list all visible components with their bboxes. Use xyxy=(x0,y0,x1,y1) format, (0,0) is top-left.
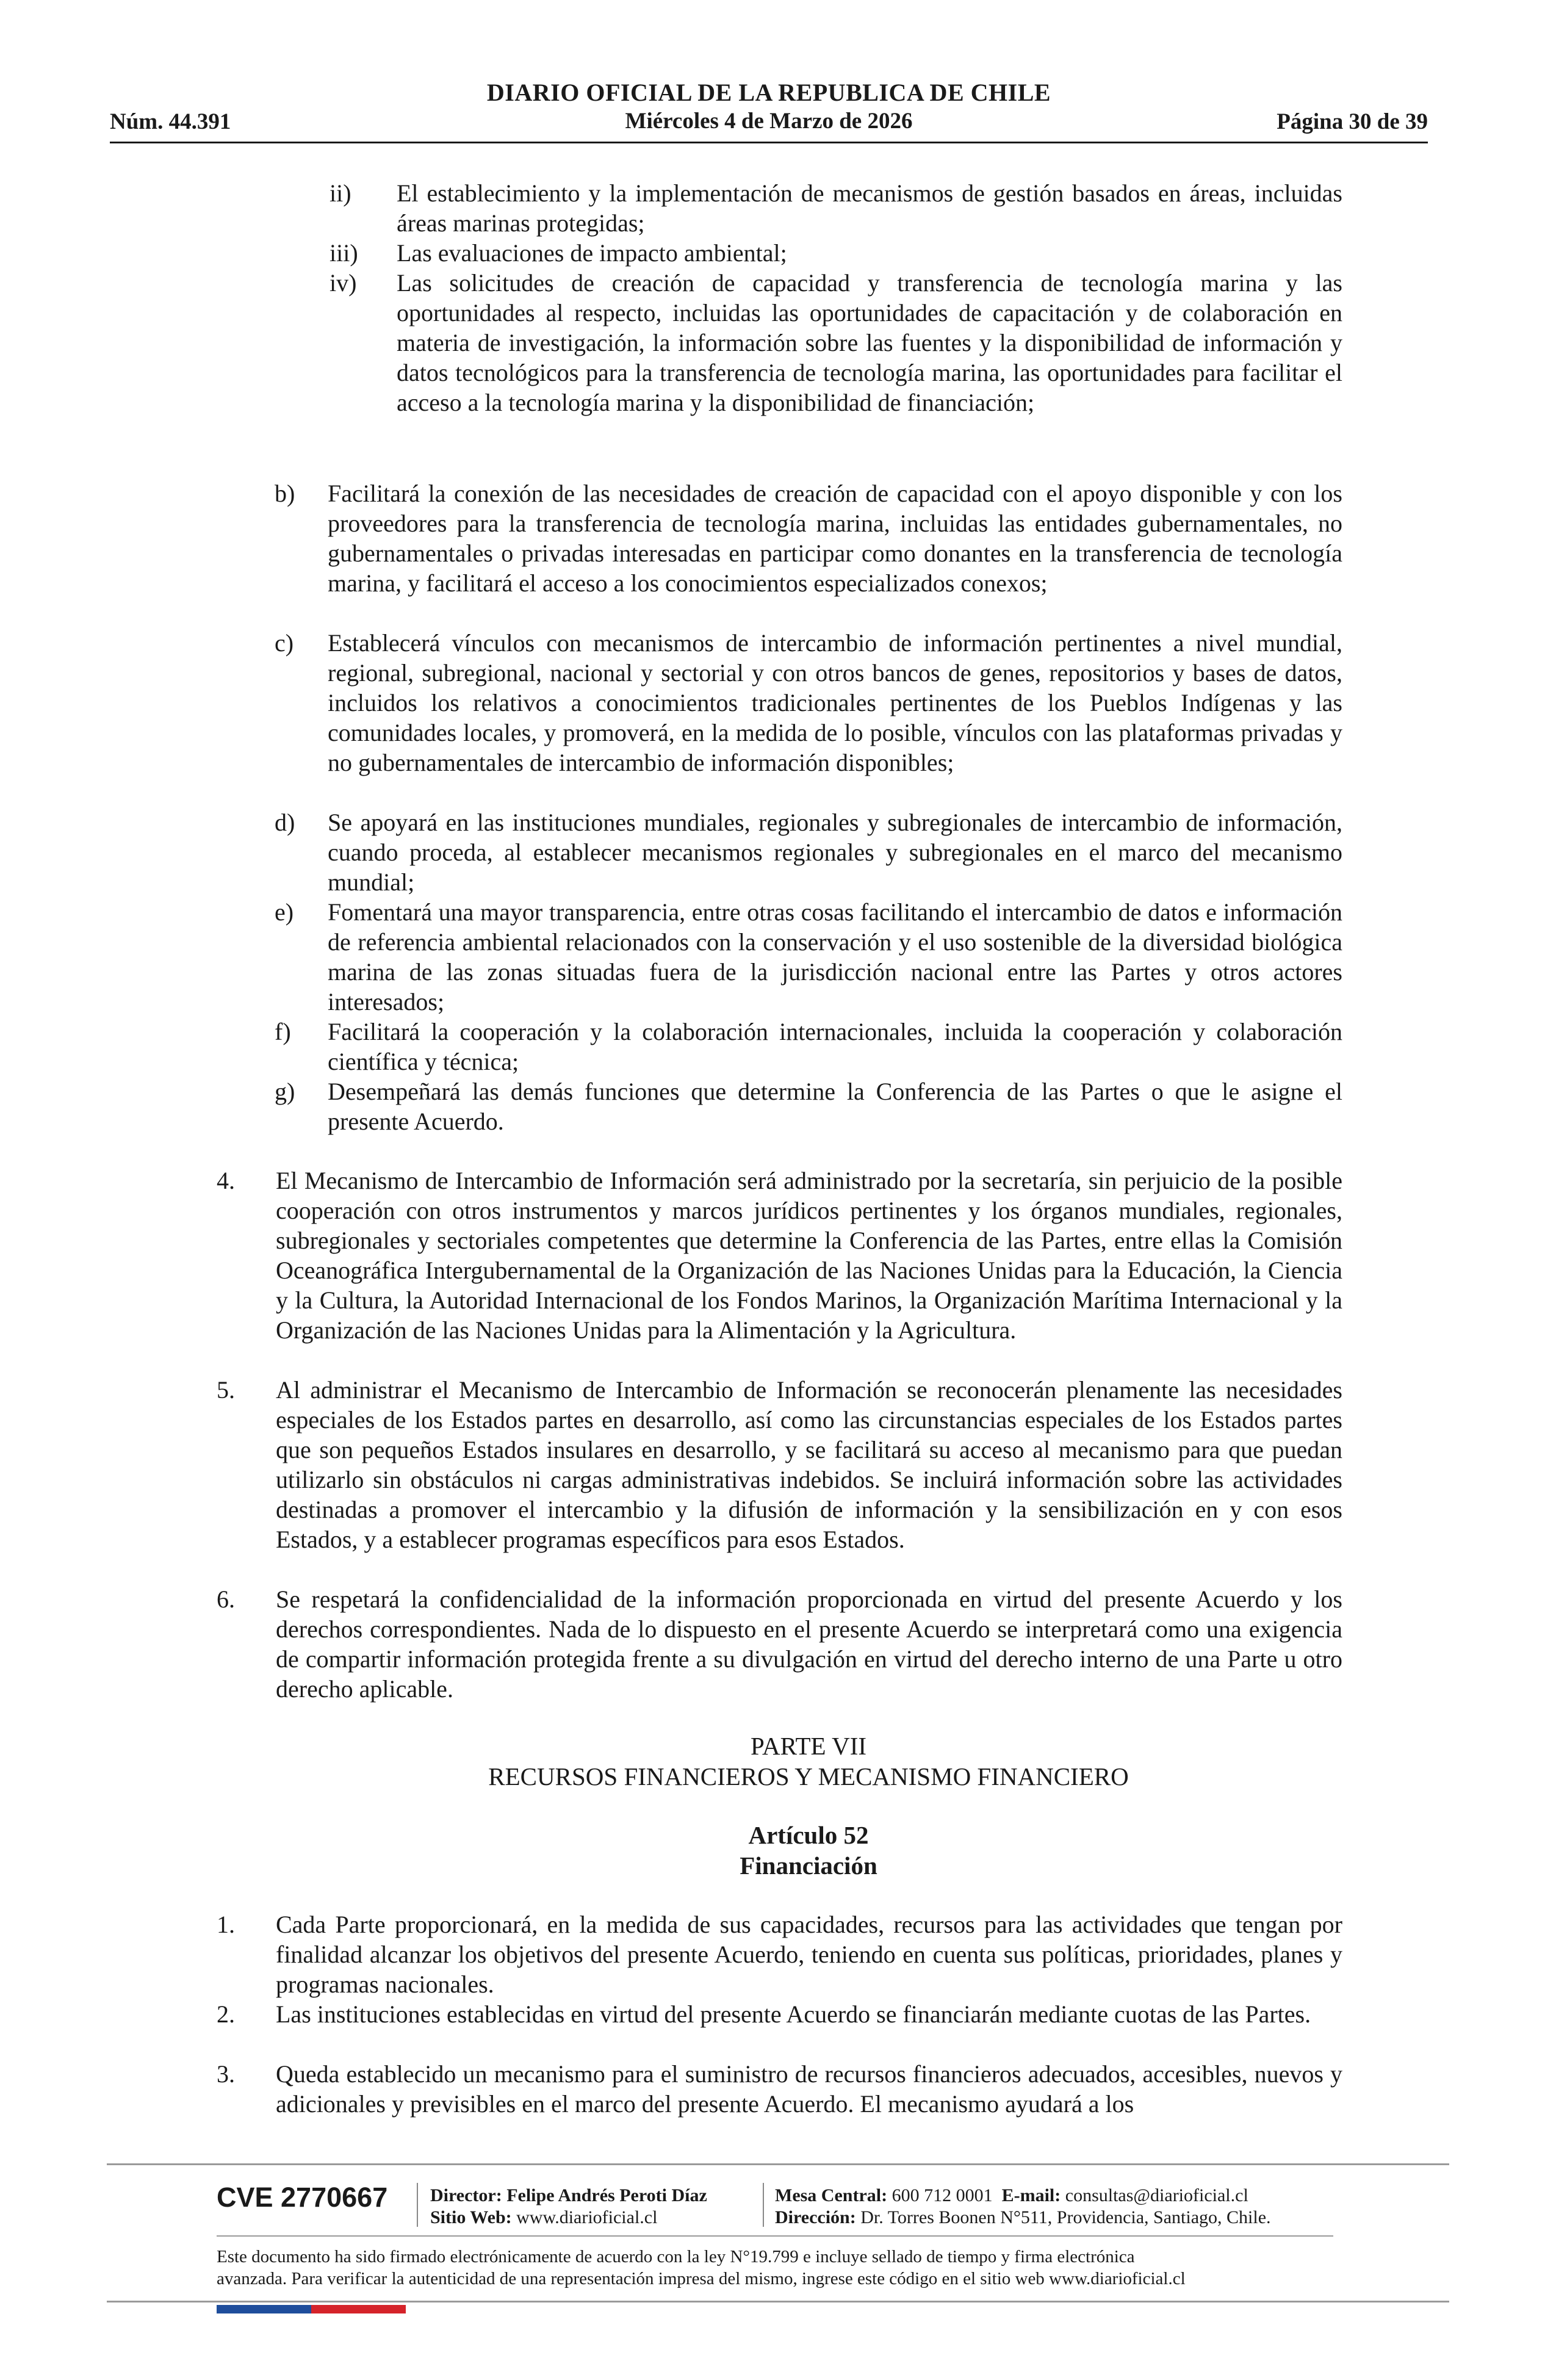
page-header xyxy=(110,73,1428,146)
list-item: Facilitará la conexión de las necesidades de creación de capacidad con el apoyo disponible y con los proveedores para la transferencia de tecnología marina, incluidas las entidades gubernamentales, no gubernamentales o privadas interesadas en participar como donantes en la transferencia de tecnología marina, y facilitará el acceso a los conocimientos especializados conexos; xyxy=(328,480,1342,597)
footer-separator xyxy=(417,2183,418,2227)
list-item: Las instituciones establecidas en virtud del presente Acuerdo se financiarán mediante cuotas de las Partes. xyxy=(276,2000,1311,2028)
director-name: Felipe Andrés Peroti Díaz xyxy=(506,2185,707,2205)
cve-code: CVE 2770667 xyxy=(217,2182,388,2213)
list-item: Al administrar el Mecanismo de Intercambio de Información se reconocerán plenamente las necesidades especiales de los Estados partes en desarrollo, así como las circunstancias especiales de los Estados partes que son pequeños Estados insulares en desarrollo, y se facilitará su acceso al mecanismo para que puedan utilizarlo sin obstáculos ni cargas administrativas indebidos. Se incluirá información sobre las actividades destinadas a promover el intercambio y la difusión de información y la sensibilización en y con esos Estados, y a establecer programas específicos para esos Estados. xyxy=(276,1376,1342,1553)
director-label: Director: xyxy=(430,2185,502,2205)
page-footer xyxy=(107,2163,1449,2316)
phone-number: 600 712 0001 xyxy=(891,2185,993,2205)
list-item: Las solicitudes de creación de capacidad y transferencia de tecnología marina y las oportunidades al respecto, incluidas las oportunidades de capacitación y de colaboración en materia de investigación, la información sobre las fuentes y la disponibilidad de información y datos tecnológicos para la transferencia de tecnología marina, las oportunidades para facilitar el acceso a la tecnología marina y la disponibilidad de financiación; xyxy=(397,269,1342,416)
footer-divider xyxy=(107,2301,1449,2302)
footer-separator xyxy=(763,2183,764,2227)
list-item-label: d) xyxy=(275,809,295,836)
list-item: Se apoyará en las instituciones mundiales, regionales y subregionales de intercambio de información, cuando proceda, al establecer mecanismos regionales y subregionales en el marco del mecanismo mundial; xyxy=(328,809,1342,896)
footer-divider xyxy=(217,2235,1333,2237)
list-item: Facilitará la cooperación y la colaboración internacionales, incluida la cooperación y colaboración científica y técnica; xyxy=(328,1018,1342,1075)
legal-line: Este documento ha sido firmado electrónicamente de acuerdo con la ley N°19.799 e incluye sellado de tiempo y firma electrónica xyxy=(217,2247,1135,2266)
list-item-label: 1. xyxy=(217,1911,235,1938)
flag-blue-band xyxy=(217,2305,311,2313)
list-item-label: 3. xyxy=(217,2060,235,2088)
list-item-label: 2. xyxy=(217,2000,235,2028)
list-item-label: 5. xyxy=(217,1376,235,1404)
publication-title: DIARIO OFICIAL DE LA REPUBLICA DE CHILE xyxy=(486,79,1051,106)
list-item-label: iii) xyxy=(330,239,358,267)
article-name: Financiación xyxy=(740,1852,877,1880)
list-item: Fomentará una mayor transparencia, entre otras cosas facilitando el intercambio de datos e información de referencia ambiental relacionados con la conservación y el uso sostenible de la diversidad biológica marina de las zonas situadas fuera de la jurisdicción nacional entre las Partes y otros actores interesados; xyxy=(328,898,1342,1015)
list-item: Desempeñará las demás funciones que determine la Conferencia de las Partes o que le asigne el presente Acuerdo. xyxy=(328,1078,1342,1135)
list-item: Queda establecido un mecanismo para el suministro de recursos financieros adecuados, accesibles, nuevos y adicionales y previsibles en el marco del presente Acuerdo. El mecanismo ayudará a los xyxy=(276,2060,1342,2118)
publication-date: Miércoles 4 de Marzo de 2026 xyxy=(625,109,913,134)
header-divider xyxy=(110,142,1428,143)
list-item-label: c) xyxy=(275,629,294,657)
issue-number: Núm. 44.391 xyxy=(110,109,231,134)
list-item: Las evaluaciones de impacto ambiental; xyxy=(397,239,787,267)
flag-red-band xyxy=(311,2305,406,2313)
list-item-label: e) xyxy=(275,898,294,926)
website-link[interactable]: www.diarioficial.cl xyxy=(516,2207,658,2227)
part-title: PARTE VII xyxy=(750,1732,867,1760)
footer-divider xyxy=(107,2163,1449,2165)
list-item: El Mecanismo de Intercambio de Información será administrado por la secretaría, sin perjuicio de la posible cooperación con otros instrumentos y marcos jurídicos pertinentes y los órganos mundiales, regionales, subregionales y sectoriales competentes que determine la Conferencia de las Partes, entre ellas la Comisión Oceanográfica Intergubernamental de la Organización de las Naciones Unidas para la Educación, la Ciencia y la Cultura, la Autoridad Internacional de los Fondos Marinos, la Organización Marítima Internacional y la Organización de las Naciones Unidas para la Alimentación y la Agricultura. xyxy=(276,1167,1342,1344)
list-item-label: g) xyxy=(275,1078,295,1105)
list-item: El establecimiento y la implementación de mecanismos de gestión basados en áreas, incluidas áreas marinas protegidas; xyxy=(397,179,1342,237)
director-block xyxy=(430,2185,707,2229)
list-item-label: ii) xyxy=(330,179,351,207)
list-item-label: 4. xyxy=(217,1167,235,1194)
header-center xyxy=(110,78,1428,134)
address-label: Dirección: xyxy=(775,2207,856,2227)
legal-line: avanzada. Para verificar la autenticidad de una representación impresa del mismo, ingrese este código en el sitio web www.diarioficial.cl xyxy=(217,2269,1186,2288)
list-item: Cada Parte proporcionará, en la medida de sus capacidades, recursos para las actividades que tengan por finalidad alcanzar los objetivos del presente Acuerdo, teniendo en cuenta sus políticas, prioridades, planes y programas nacionales. xyxy=(276,1911,1342,1998)
list-item-label: f) xyxy=(275,1018,291,1045)
part-subtitle: RECURSOS FINANCIEROS Y MECANISMO FINANCIERO xyxy=(488,1762,1129,1790)
list-item: Establecerá vínculos con mecanismos de intercambio de información pertinentes a nivel mundial, regional, subregional, nacional y sectorial y con otros bancos de genes, repositorios y bases de datos, incluidos los relativos a conocimientos tradicionales pertinentes de los Pueblos Indígenas y las comunidades locales, y promoverá, en la medida de lo posible, vínculos con las plataformas privadas y no gubernamentales de intercambio de información disponibles; xyxy=(328,629,1342,776)
email-link[interactable]: consultas@diarioficial.cl xyxy=(1065,2185,1248,2205)
page-number: Página 30 de 39 xyxy=(1277,109,1428,134)
list-item: Se respetará la confidencialidad de la información proporcionada en virtud del presente Acuerdo y los derechos correspondientes. Nada de lo dispuesto en el presente Acuerdo se interpretará como una exigencia de compartir información protegida frente a su divulgación en virtud del derecho interno de una Parte u otro derecho aplicable. xyxy=(276,1585,1342,1703)
list-item-label: b) xyxy=(275,480,295,507)
flag-stripe xyxy=(217,2305,406,2313)
article-number: Artículo 52 xyxy=(748,1821,869,1849)
website-label: Sitio Web: xyxy=(430,2207,512,2227)
contact-block xyxy=(775,2185,1271,2229)
list-item-label: iv) xyxy=(330,269,357,297)
list-item-label: 6. xyxy=(217,1585,235,1613)
address-text: Dr. Torres Boonen N°511, Providencia, Santiago, Chile. xyxy=(860,2207,1271,2227)
phone-label: Mesa Central: xyxy=(775,2185,888,2205)
legal-notice xyxy=(217,2246,1333,2290)
email-label: E-mail: xyxy=(1001,2185,1061,2205)
